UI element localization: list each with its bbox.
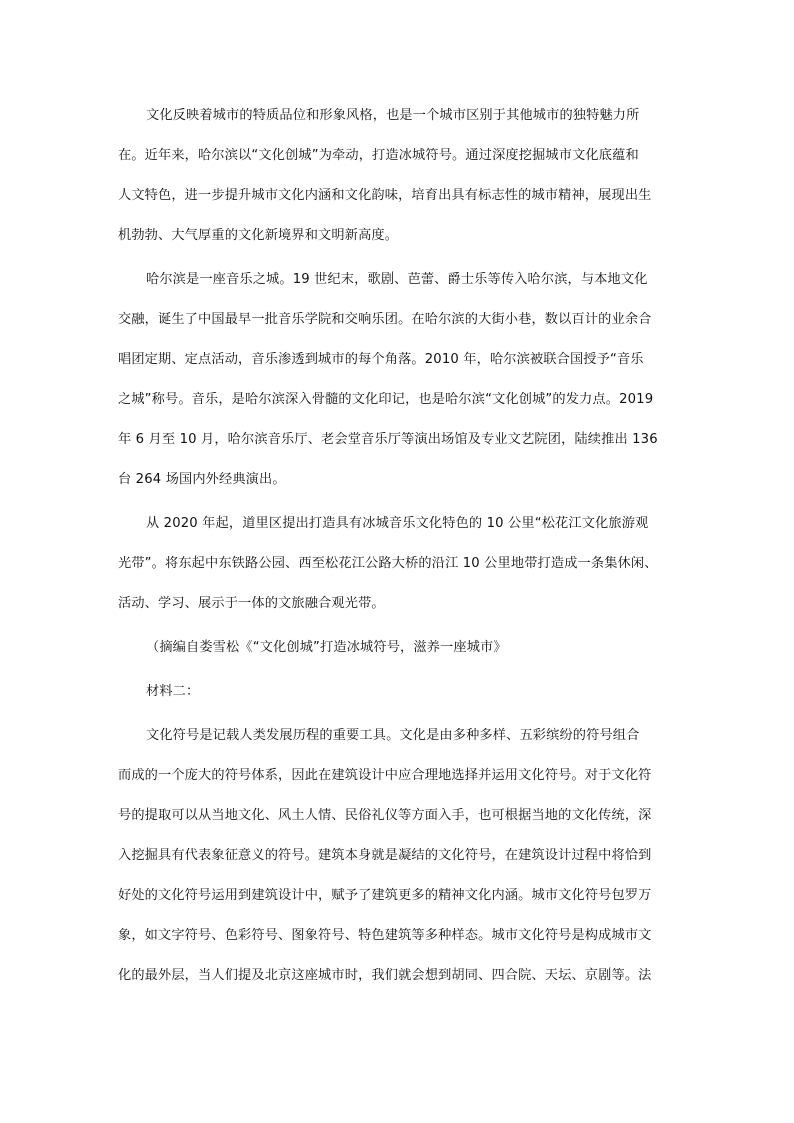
paragraph-4-line-6: 象，如文字符号、色彩符号、图象符号、特色建筑等多种样态。城市文化符号是构成城市文 [118,928,652,943]
paragraph-3-line-2: 光带”。将东起中东铁路公园、西至松花江公路大桥的沿江 10 公里地带打造成一条集休闲、 [118,556,658,571]
paragraph-3-line-3: 活动、学习、展示于一体的文旅融合观光带。 [118,596,385,611]
paragraph-2-line-5: 年 6 月至 10 月，哈尔滨音乐厅、老会堂音乐厅等演出场馆及专业文艺院团，陆续推出 136 [118,432,658,447]
paragraph-1-line-1: 文化反映着城市的特质品位和形象风格，也是一个城市区别于其他城市的独特魅力所 [146,108,640,123]
paragraph-2-line-3: 唱团定期、定点活动，音乐渗透到城市的每个角落。2010 年，哈尔滨被联合国授予“音乐 [118,352,644,367]
paragraph-2-line-1: 哈尔滨是一座音乐之城。19 世纪末，歌剧、芭蕾、爵士乐等传入哈尔滨，与本地文化 [146,272,648,287]
paragraph-2-line-6: 台 264 场国内外经典演出。 [118,472,286,487]
paragraph-1-line-3: 人文特色，进一步提升城市文化内涵和文化韵味，培育出具有标志性的城市精神，展现出生 [118,188,652,203]
paragraph-2-line-4: 之城”称号。音乐，是哈尔滨深入骨髓的文化印记，也是哈尔滨“文化创城”的发力点。2019 [118,392,654,407]
paragraph-4-line-5: 好处的文化符号运用到建筑设计中，赋予了建筑更多的精神文化内涵。城市文化符号包罗万 [118,888,652,903]
paragraph-4-line-1: 文化符号是记载人类发展历程的重要工具。文化是由多种多样、五彩缤纷的符号组合 [146,728,640,743]
paragraph-4-line-4: 入挖掘具有代表象征意义的符号。建筑本身就是凝结的文化符号，在建筑设计过程中将恰到 [118,848,652,863]
paragraph-1-line-4: 机勃勃、大气厚重的文化新境界和文明新高度。 [118,228,399,243]
section-heading: 材料二： [146,684,200,699]
paragraph-1-line-2: 在。近年来，哈尔滨以“文化创城”为牵动，打造冰城符号。通过深度挖掘城市文化底蕴和 [118,148,639,163]
source-citation: （摘编自娄雪松《“文化创城”打造冰城符号，滋养一座城市》 [146,640,507,655]
paragraph-2-line-2: 交融，诞生了中国最早一批音乐学院和交响乐团。在哈尔滨的大街小巷，数以百计的业余合 [118,312,652,327]
paragraph-4-line-3: 号的提取可以从当地文化、风土人情、民俗礼仪等方面入手，也可根据当地的文化传统，深 [118,808,652,823]
paragraph-3-line-1: 从 2020 年起，道里区提出打造具有冰城音乐文化特色的 10 公里“松花江文化旅游观 [146,516,649,531]
paragraph-4-line-7: 化的最外层，当人们提及北京这座城市时，我们就会想到胡同、四合院、天坛、京剧等。法 [118,968,652,983]
paragraph-4-line-2: 而成的一个庞大的符号体系，因此在建筑设计中应合理地选择并运用文化符号。对于文化符 [118,768,652,783]
